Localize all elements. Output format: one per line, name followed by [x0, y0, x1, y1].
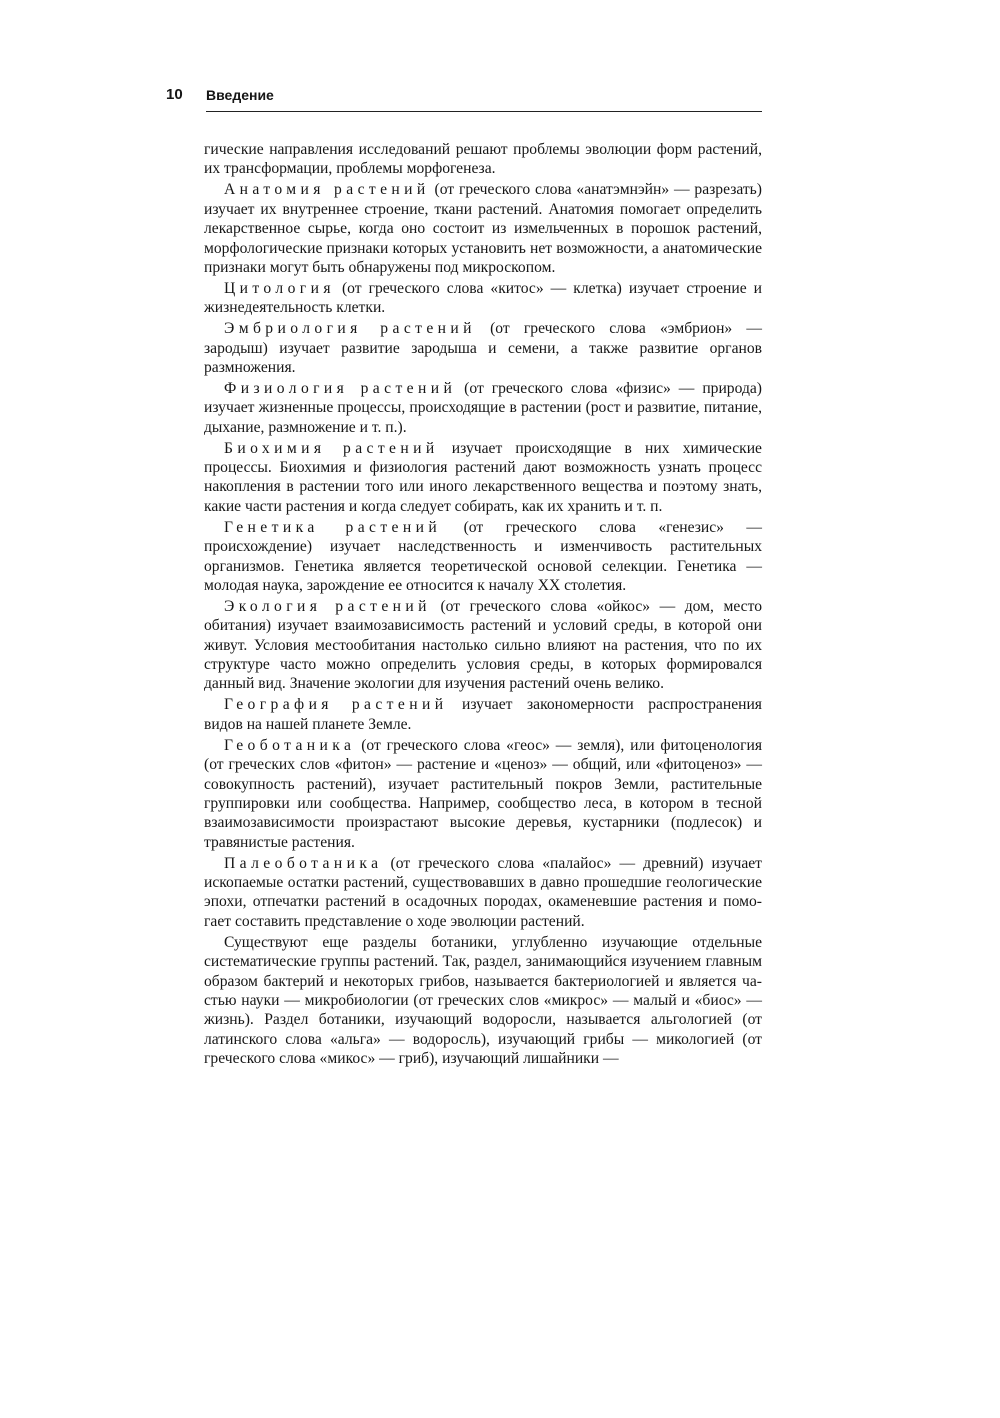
paragraph	[204, 319, 762, 377]
paragraph	[204, 518, 762, 596]
paragraph	[204, 695, 762, 734]
paragraph-text: гические направления исследований решают проблемы эволюции форм растений, их трансформации, проблемы морфогенеза.	[204, 141, 762, 178]
paragraph-text: (от греческого слова «китос» — клетка) изучает строение и жизнедеятельность клетки.	[204, 279, 762, 317]
term-geobotany: Геоботаника	[224, 736, 356, 754]
paragraph-text: (от греческого слова «эмбрион» — зародыш) изучает развитие зародыша и семени, а также развитие органов размножения.	[204, 320, 762, 376]
paragraph-text: изучает закономерности распространения видов на нашей планете Земле.	[204, 696, 762, 733]
paragraph	[204, 933, 762, 1069]
paragraph	[204, 439, 762, 517]
paragraph	[204, 597, 762, 694]
term-cytology: Цитология	[224, 279, 335, 297]
paragraph-text: (от греческого слова «генезис» — происхождение) изучает наследственность и изменчивость растительных организмов. Генетика является теоретической основой селекции. Генетика — молодая наука, зарождение ее относится к началу XX столетия.	[204, 518, 762, 594]
running-head: Введение	[206, 87, 274, 103]
header-rule	[206, 111, 762, 112]
term-ecology: Экология растений	[224, 597, 431, 615]
term-genetics: Генетика растений	[224, 518, 442, 536]
term-anatomy: Анатомия растений	[224, 181, 430, 199]
paragraph	[204, 140, 762, 179]
paragraph-text: изучает происходящие в них химические процессы. Биохимия и физиология растений дают возможность узнать процесс накопления в растении того или иного лекарственного вещества и поэтому знать, какие части растения и когда следует собирать, как их хранить и т. п.	[204, 439, 762, 515]
paragraph-text: (от греческого слова «палайос» — древний) изучает ископаемые остатки растений, существовавших в давно прошедшие геологические эпохи, отпечатки растений в осадочных породах, окаменевшие растения и помогает составить представление о ходе эволюции растений.	[204, 854, 762, 930]
term-biochemistry: Биохимия растений	[224, 439, 439, 457]
paragraph-text: (от греческого слова «анатэмнэйн» — разрезать) изучает их внутреннее строение, ткани растений. Анатомия помогает определить лекарственное сырье, когда оно состоит из измельченных в порошок растений, морфологические признаки которых установить нет возможности, а анатомические признаки могут быть обнаружены под микроскопом.	[204, 181, 762, 276]
paragraph-text: Существуют еще разделы ботаники, углубленно изучающие отдельные систематические группы растений. Так, раздел, занимающийся изучением главным образом бактерий и некоторых грибов, называется бактериологией и является частью науки — микробиологии (от греческих слов «микрос» — малый и «биос» — жизнь). Раздел ботаники, изучающий водоросли, называется альгологией (от латинского слова «альга» — водоросль), изучающий грибы — микологией (от греческого слова «микос» — гриб), изучающий лишайники —	[204, 933, 762, 1068]
paragraph	[204, 180, 762, 277]
body-text	[204, 140, 762, 1070]
term-paleobotany: Палеоботаника	[224, 854, 383, 872]
term-physiology: Физиология растений	[224, 379, 457, 397]
paragraph-text: (от греческого слова «физис» — природа) изучает жизненные процессы, происходящие в растении (рост и развитие, питание, дыхание, размножение и т. п.).	[204, 379, 762, 436]
paragraph-text: (от греческого слова «ойкос» — дом, место обитания) изучает взаимозависимость растений и условий среды, в которой они живут. Условия местообитания настолько сильно влияют на растения, что по их структуре часто можно определить условия среды, в которых формировался данный вид. Значение экологии для изучения растений очень велико.	[204, 597, 762, 693]
page-header	[166, 86, 762, 114]
paragraph	[204, 279, 762, 318]
paragraph	[204, 854, 762, 932]
page-number: 10	[166, 86, 183, 103]
paragraph	[204, 379, 762, 437]
paragraph-text: (от греческого слова «геос» — земля), или фитоценология (от греческих слов «фитон» — растение и «ценоз» — общий, или «фитоценоз» — совокупность растений), изучает растительный покров Земли, растительные группировки или сообщества. Например, сообщество леса, в котором в тесной взаимозависимости произрастают высокие деревья, кустарники (подлесок) и травянистые растения.	[204, 736, 762, 851]
paragraph	[204, 736, 762, 852]
term-embryology: Эмбриология растений	[224, 320, 476, 338]
term-geography: География растений	[224, 696, 448, 714]
